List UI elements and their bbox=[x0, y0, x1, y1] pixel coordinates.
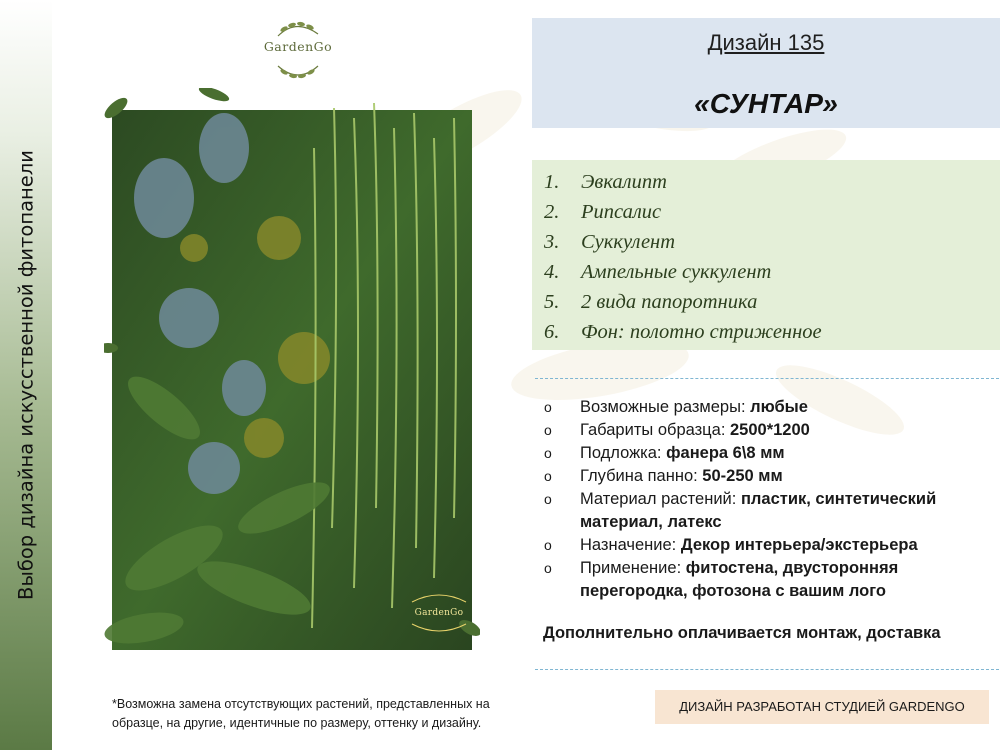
spec-depth: o Глубина панно: 50-250 мм bbox=[540, 465, 1000, 488]
divider-top bbox=[535, 378, 999, 379]
bullet-icon: o bbox=[544, 537, 552, 553]
plant-list-box bbox=[532, 160, 1000, 350]
list-item: 3. Суккулент bbox=[544, 231, 676, 253]
spec-application: o Применение: фитостена, двусторонняя перегородка, фотозона с вашим лого bbox=[544, 559, 899, 600]
bullet-icon: o bbox=[544, 399, 552, 415]
list-item: 1. Эвкалипт bbox=[544, 171, 667, 193]
list-item: 2. Рипсалис bbox=[544, 201, 662, 223]
logo-text: GardenGo bbox=[263, 39, 333, 54]
list-item: 5. 2 вида папоротника bbox=[544, 291, 758, 313]
plant-list bbox=[544, 167, 822, 347]
bullet-icon: o bbox=[544, 445, 552, 461]
footnote: *Возможна замена отсутствующих растений, представленных на образце, на другие, идентичные по размеру, оттенку и дизайну. bbox=[112, 697, 490, 730]
bullet-icon: o bbox=[544, 560, 552, 576]
design-number: Дизайн 135 bbox=[707, 30, 825, 55]
phytopanel-image bbox=[104, 88, 480, 652]
spec-dimensions: o Габариты образца: 2500*1200 bbox=[540, 419, 1000, 442]
vertical-title: Выбор дизайна искусственной фитопанели bbox=[14, 150, 38, 600]
extra-charges-note: Дополнительно оплачивается монтаж, доставка bbox=[543, 624, 941, 642]
gardengo-logo bbox=[256, 20, 340, 80]
bullet-icon: o bbox=[544, 422, 552, 438]
list-item: 6. Фон: полотно стриженное bbox=[544, 321, 822, 343]
design-name: «СУНТАР» bbox=[694, 88, 838, 119]
spec-backing: o Подложка: фанера 6\8 мм bbox=[540, 442, 1000, 465]
spec-sizes: o Возможные размеры: любые bbox=[540, 396, 1000, 419]
studio-credit: ДИЗАЙН РАЗРАБОТАН СТУДИЕЙ GARDENGO bbox=[655, 690, 989, 724]
bullet-icon: o bbox=[544, 468, 552, 484]
panel-logo-text: GardenGo bbox=[414, 608, 464, 618]
bullet-icon: o bbox=[544, 491, 552, 507]
list-item: 4. Ампельные суккулент bbox=[544, 261, 772, 283]
spec-list bbox=[540, 396, 1000, 603]
spec-purpose: o Назначение: Декор интерьера/экстерьера bbox=[540, 534, 1000, 557]
divider-bottom bbox=[535, 669, 999, 670]
title-box bbox=[532, 18, 1000, 128]
spec-material: o Материал растений: пластик, синтетический материал, латекс bbox=[544, 490, 937, 531]
side-banner bbox=[0, 0, 52, 750]
